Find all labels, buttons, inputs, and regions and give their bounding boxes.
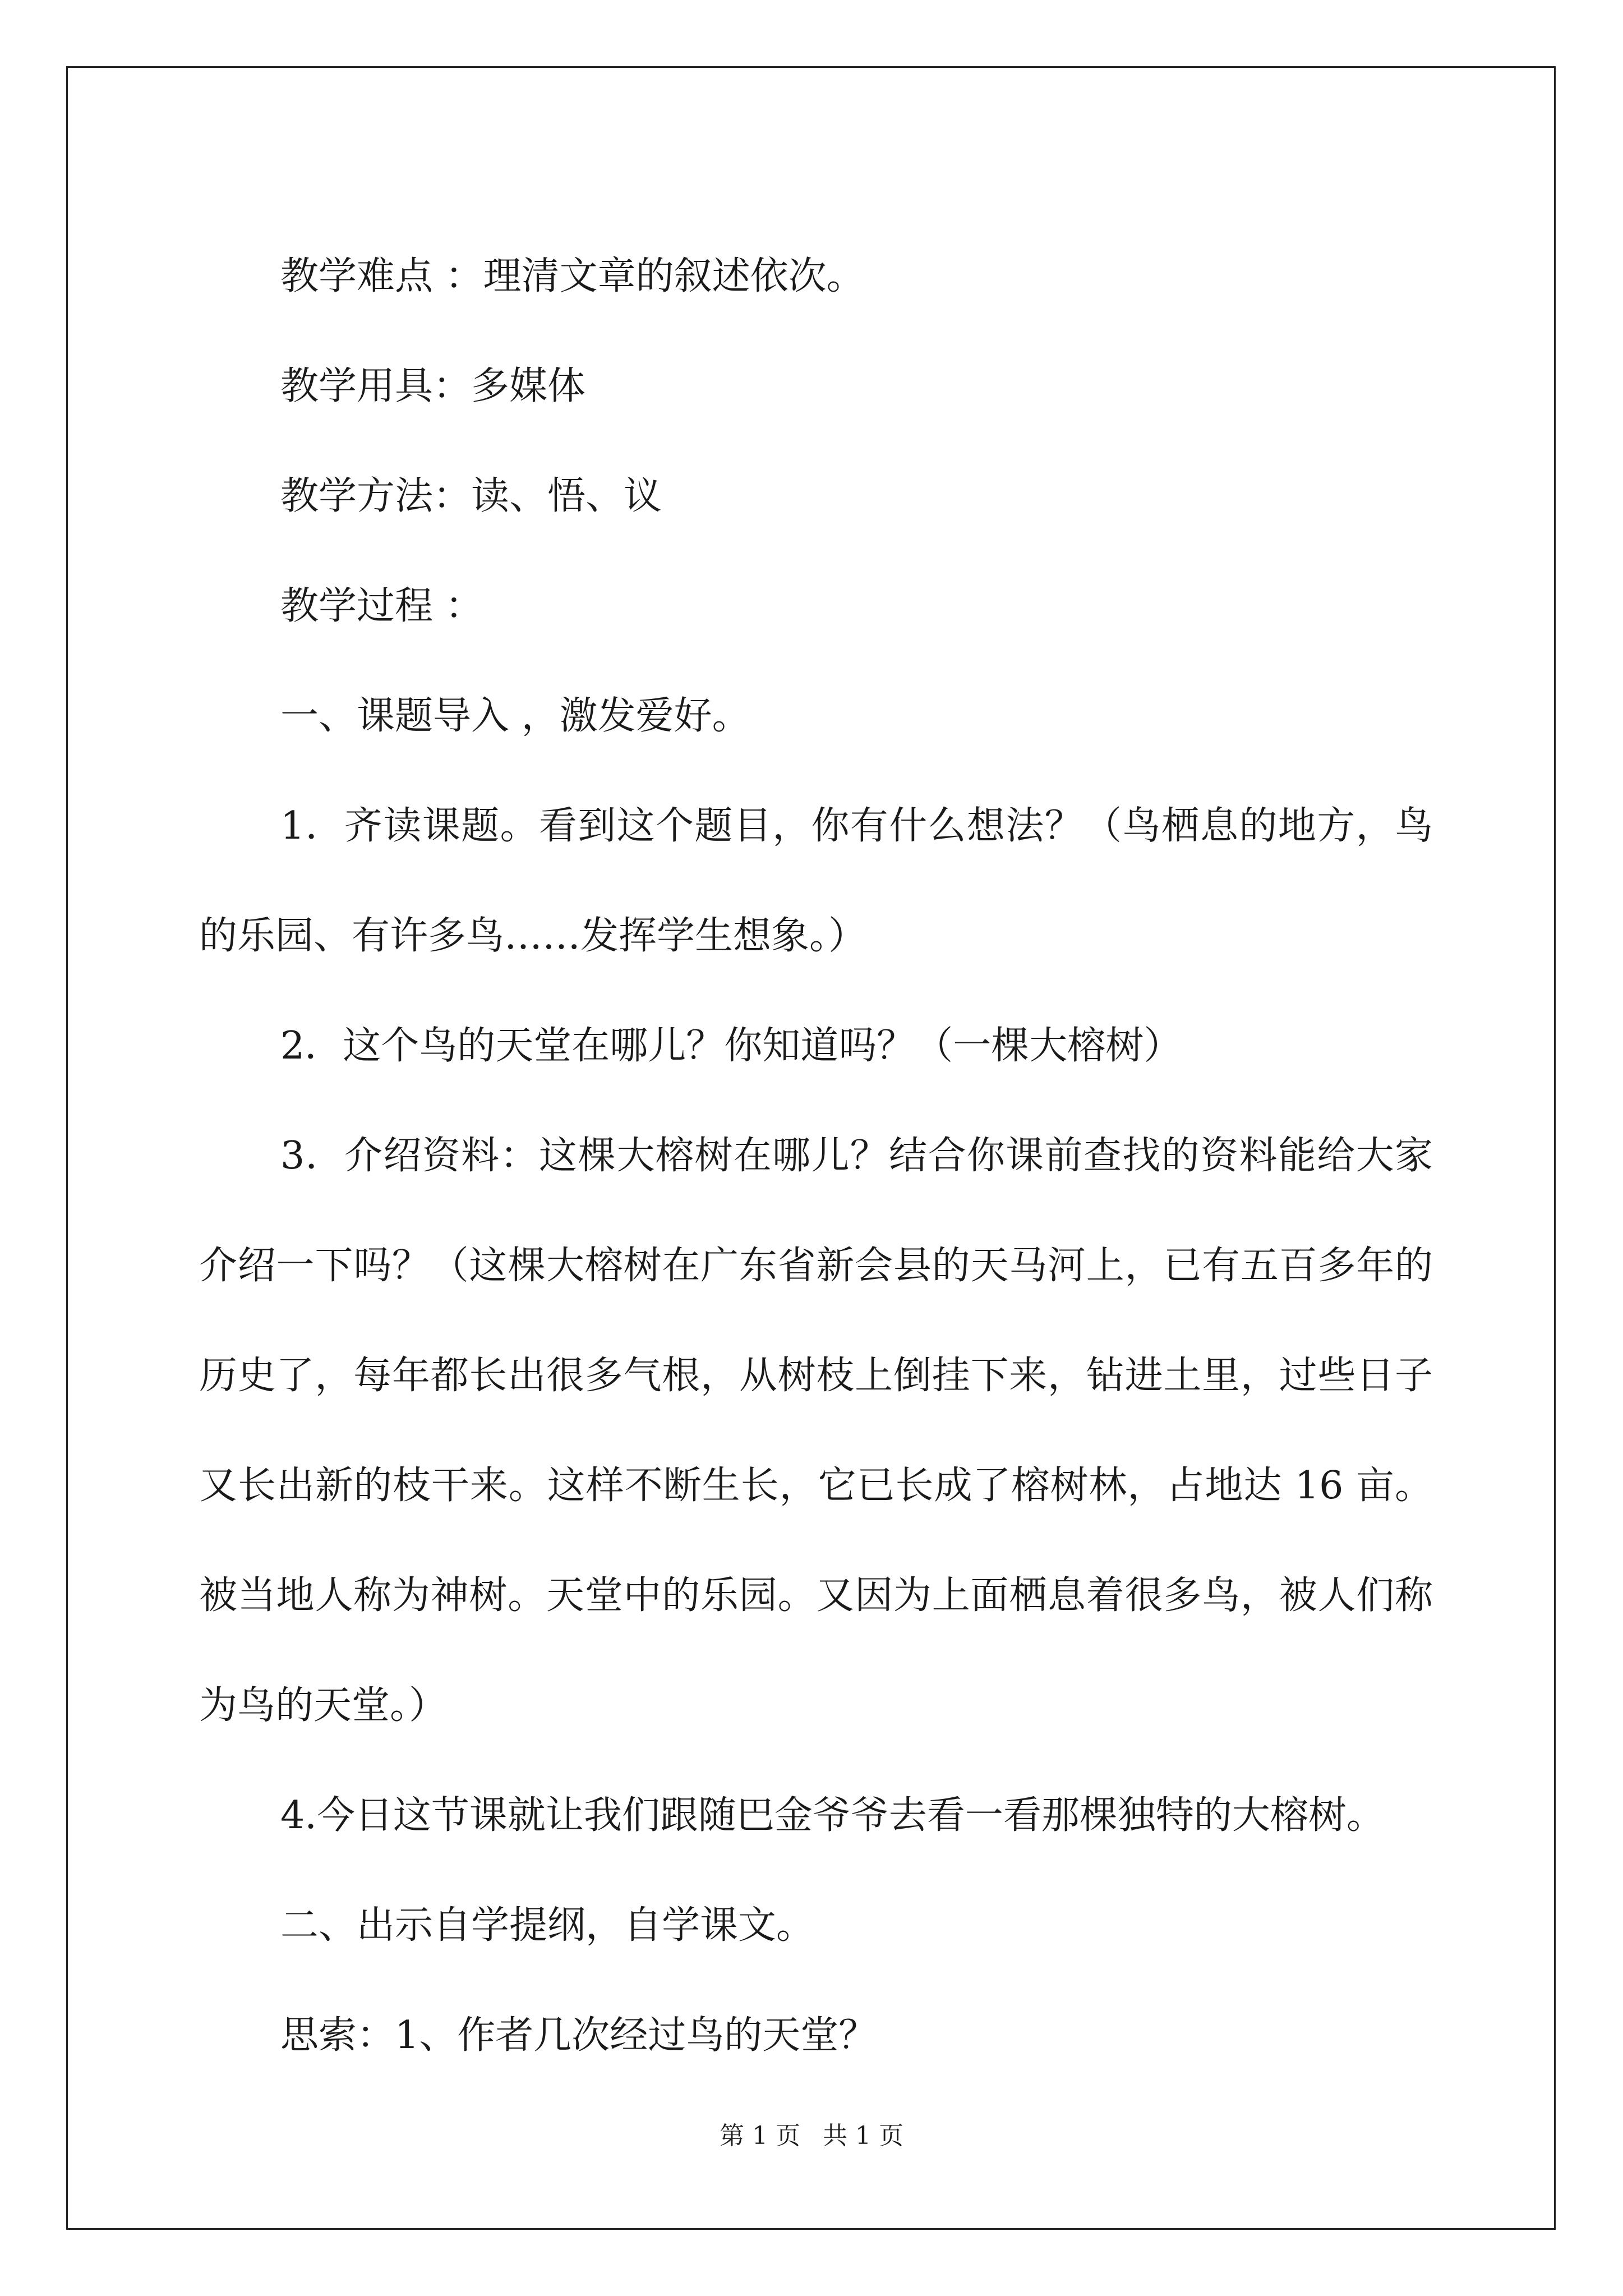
paragraph-teaching-method: 教学方法：读、悟、议 xyxy=(280,474,662,518)
page-footer xyxy=(0,2115,1623,2151)
paragraph-step-3: 3．介绍资料：这棵大榕树在哪儿？结合你课前查找的资料能给大家介绍一下吗？（这棵大榕树在广东省新会县的天马河上，已有五百多年的历史了，每年都长出很多气根，从树枝上倒挂下来，钻进土里，过些日子又长出新的枝干来。这样不断生长，它已长成了榕树林，占地达 16 亩。被当地人称为神树。天堂中的乐园。又因为上面栖息着很多鸟，被人们称为鸟的天堂。） xyxy=(199,1134,1433,1728)
paragraph-think: 思索：1、作者几次经过鸟的天堂？ xyxy=(280,2013,877,2058)
paragraph-step-1: 1．齐读课题。看到这个题目，你有什么想法？（鸟栖息的地方，鸟的乐园、有许多鸟……发挥学生想象。） xyxy=(199,804,1433,958)
section-heading-self-study: 二、出示自学提纲，自学课文。 xyxy=(280,1903,815,1948)
paragraph-step-4: 4.今日这节课就让我们跟随巴金爷爷去看一看那棵独特的大榕树。 xyxy=(280,1793,1385,1838)
page-number-total: 共 1 页 xyxy=(823,2122,903,2150)
page-number-current: 第 1 页 xyxy=(720,2122,800,2150)
paragraph-step-2: 2．这个鸟的天堂在哪儿？你知道吗？（一棵大榕树） xyxy=(280,1024,1182,1068)
paragraph-teaching-tools: 教学用具：多媒体 xyxy=(280,364,586,408)
paragraph-teaching-difficulty: 教学难点 ：理清文章的叙述依次。 xyxy=(280,254,865,298)
paragraph-teaching-process: 教学过程 ： xyxy=(280,584,483,628)
document-body xyxy=(199,222,1433,2091)
section-heading-intro: 一、课题导入 ，激发爱好。 xyxy=(280,694,750,738)
